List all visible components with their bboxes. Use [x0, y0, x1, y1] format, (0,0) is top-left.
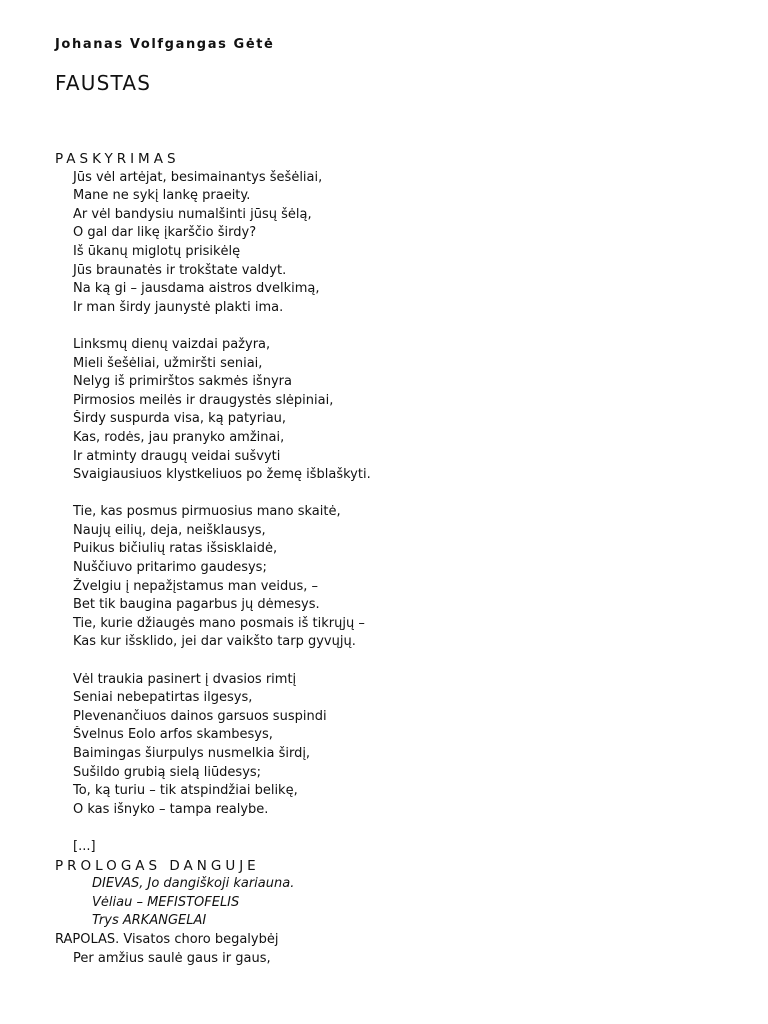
verse-line: Pirmosios meilės ir draugystės slėpiniai,	[73, 392, 334, 408]
verse-line: Bet tik baugina pagarbus jų dėmesys.	[73, 597, 320, 613]
verse-line: Jūs vėl artėjat, besimainantys šešėliai,	[73, 169, 323, 185]
verse-line: Puikus bičiulių ratas išsisklaidė,	[73, 541, 278, 557]
prologue-heading: PROLOGAS DANGUJE	[55, 857, 260, 874]
verse-line: Mieli šešėliai, užmiršti seniai,	[73, 355, 263, 371]
verse-line: Seniai nebepatirtas ilgesys,	[73, 690, 253, 706]
stanza-gap	[0, 652, 768, 671]
stage-direction: Vėliau – MEFISTOFELIS	[92, 894, 240, 910]
verse-line: Plevenančiuos dainos garsuos suspindi	[73, 708, 327, 724]
verse-line: Švelnus Eolo arfos skambesys,	[73, 727, 273, 743]
verse-line: Mane ne sykį lankę praeity.	[73, 188, 251, 204]
stanza-gap	[0, 317, 768, 336]
verse-line: Tie, kas posmus pirmuosius mano skaitė,	[73, 504, 341, 520]
stage-direction: Trys ARKANGELAI	[92, 913, 207, 929]
dedication-heading: PASKYRIMAS	[55, 151, 180, 167]
dedication-stanza-3	[0, 503, 768, 652]
poem-text	[0, 150, 768, 968]
verse-line: O gal dar likę įkarščio širdy?	[73, 225, 257, 241]
dedication-stanza-2	[0, 336, 768, 485]
verse-line: Na ką gi – jausdama aistros dvelkimą,	[73, 281, 320, 297]
verse-line: Per amžius saulė gaus ir gaus,	[73, 950, 271, 966]
verse-line: Nelyg iš primirštos sakmės išnyra	[73, 374, 292, 390]
verse-line: Linksmų dienų vaizdai pažyra,	[73, 336, 271, 352]
omission-mark: [...]	[73, 838, 96, 854]
verse-line: Ir atminty draugų veidai sušvyti	[73, 448, 281, 464]
verse-line: Žvelgiu į nepažįstamus man veidus, –	[73, 578, 319, 594]
dedication-stanza-4	[0, 671, 768, 820]
author-name: Johanas Volfgangas Gėtė	[55, 37, 275, 52]
verse-line: Tie, kurie džiaugės mano posmais iš tikrųjų –	[73, 615, 365, 631]
verse-line: Širdy suspurda visa, ką patyriau,	[73, 411, 287, 427]
verse-line: Svaigiausiuos klystkeliuos po žemę išblaškyti.	[73, 467, 371, 483]
verse-line: Kas, rodės, jau pranyko amžinai,	[73, 429, 285, 445]
verse-line: Sušildo grubią sielą liūdesys;	[73, 764, 262, 780]
verse-line: Jūs braunatės ir trokštate valdyt.	[73, 262, 287, 278]
verse-line: Ir man širdy jaunystė plakti ima.	[73, 299, 284, 315]
dedication-stanza-1	[0, 169, 768, 318]
verse-line: Iš ūkanų miglotų prisikėlę	[73, 243, 241, 259]
verse-line: Ar vėl bandysiu numalšinti jūsų šėlą,	[73, 206, 312, 222]
verse-line: Vėl traukia pasinert į dvasios rimtį	[73, 671, 297, 687]
verse-line: Baimingas šiurpulys nusmelkia širdį,	[73, 746, 311, 761]
book-title: FAUSTAS	[55, 71, 152, 95]
verse-line: O kas išnyko – tampa realybe.	[73, 801, 269, 817]
stanza-gap	[0, 819, 768, 838]
verse-line: Naujų eilių, deja, neišklausys,	[73, 522, 266, 538]
speaker-line: RAPOLAS. Visatos choro begalybėj	[55, 931, 279, 947]
verse-line: Nuščiuvo pritarimo gaudesys;	[73, 560, 267, 576]
stage-direction: DIEVAS, Jo dangiškoji kariauna.	[92, 876, 295, 892]
stanza-gap	[0, 485, 768, 504]
verse-line: To, ką turiu – tik atspindžiai belikę,	[73, 783, 298, 799]
verse-line: Kas kur išsklido, jei dar vaikšto tarp gyvųjų.	[73, 634, 356, 650]
